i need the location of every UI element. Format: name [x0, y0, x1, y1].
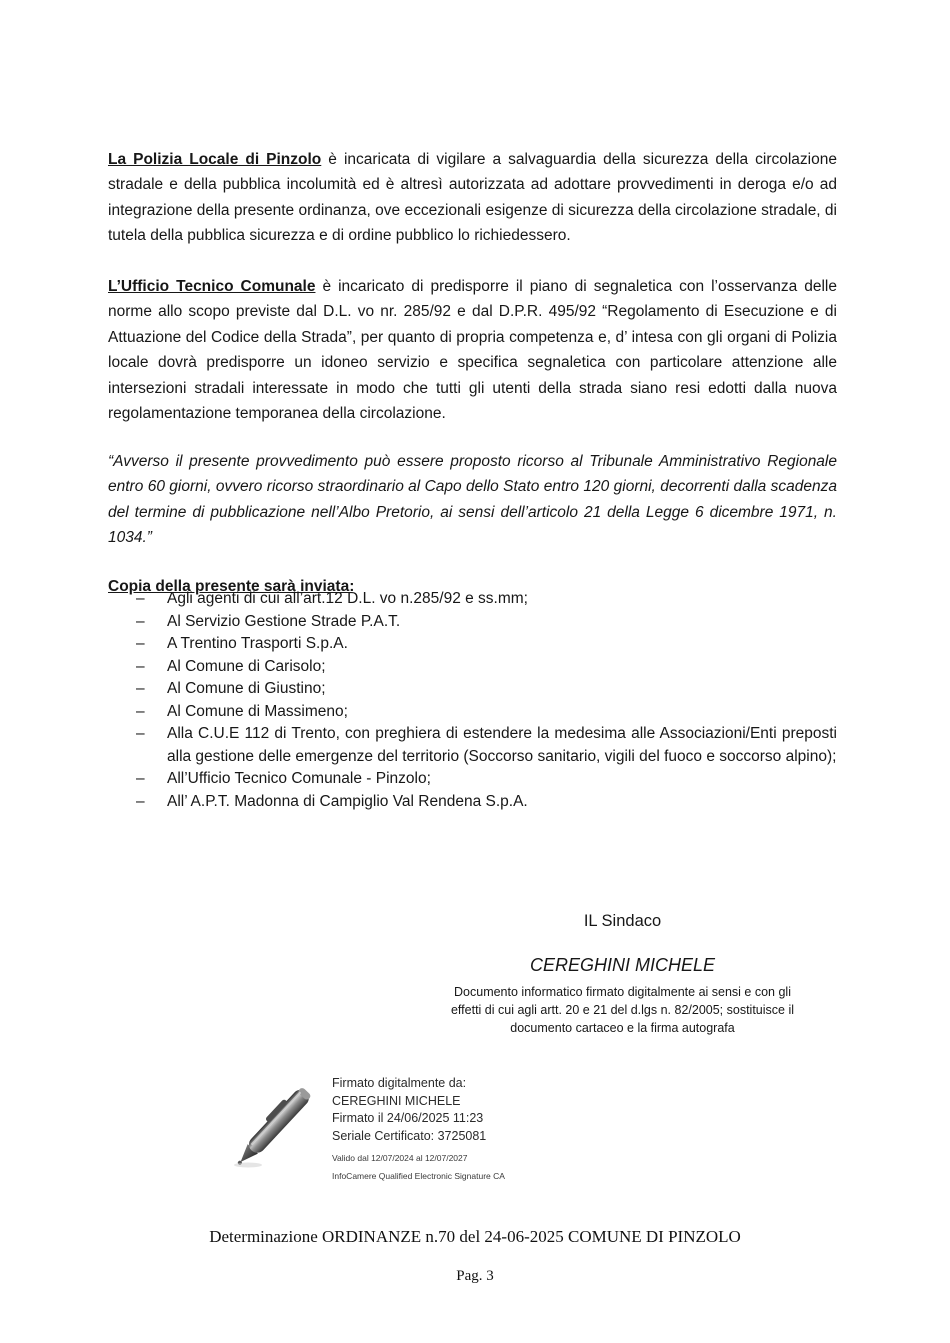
copy-list	[108, 588, 837, 813]
dash-bullet: –	[136, 702, 145, 720]
dash-bullet: –	[136, 635, 145, 652]
paragraph-appeal-notice: “Avverso il presente provvedimento può essere proposto ricorso al Tribunale Amministrativo Regionale entro 60 giorni, ovvero ricorso straordinario al Capo dello Stato entro 120 giorni, decorrenti dalla scadenza del termine di pubblicazione nell’Albo Pretorio, ai sensi dell’articolo 21 della Legge 6 dicembre 1971, n. 1034.”	[108, 452, 837, 546]
stamp-validity: Valido dal 12/07/2024 al 12/07/2027	[332, 1153, 468, 1163]
dash-bullet: –	[136, 612, 145, 630]
list-item	[108, 678, 837, 701]
list-item	[108, 633, 837, 656]
digital-signature-stamp	[230, 1072, 505, 1181]
paragraph-polizia-locale	[108, 147, 837, 249]
dash-bullet: –	[136, 792, 145, 810]
list-item-text: Al Comune di Carisolo;	[167, 657, 326, 675]
list-item-text: All’ A.P.T. Madonna di Campiglio Val Rendena S.p.A.	[167, 792, 528, 810]
paragraph-lead-ufficio-tecnico: L’Ufficio Tecnico Comunale	[108, 277, 316, 295]
list-item	[108, 723, 837, 768]
stamp-text	[332, 1072, 505, 1181]
paragraph-body-polizia-locale: è incaricata di vigilare a salvaguardia della sicurezza della circolazione stradale e della pubblica incolumità ed è altresì autorizzata ad adottare provvedimenti in deroga e/o ad integrazione della presente ordinanza, ove eccezionali esigenze di sicurezza della circolazione stradale, di tutela della pubblica sicurezza e di ordine pubblico lo richiedessero.	[108, 150, 837, 244]
dash-bullet: –	[136, 590, 145, 607]
stamp-ca-name: InfoCamere Qualified Electronic Signature CA	[332, 1171, 505, 1181]
list-item	[108, 611, 837, 634]
list-item	[108, 768, 837, 791]
list-item	[108, 791, 837, 814]
list-item	[108, 588, 837, 611]
list-item-text: Agli agenti di cui all’art.12 D.L. vo n.285/92 e ss.mm;	[167, 590, 528, 607]
pen-icon	[230, 1072, 322, 1172]
dash-bullet: –	[136, 770, 145, 787]
dash-bullet: –	[136, 657, 145, 675]
digital-signature-disclaimer: Documento informatico firmato digitalmente ai sensi e con gli effetti di cui agli artt. 20 e 21 del d.lgs n. 82/2005; sostituisce il documento cartaceo e la firma autografa	[450, 985, 795, 1035]
list-item-text: Al Servizio Gestione Strade P.A.T.	[167, 612, 401, 630]
copy-list-heading-text: Copia della presente sarà inviata	[108, 577, 350, 595]
list-item-text: Al Comune di Giustino;	[167, 680, 326, 697]
list-item	[108, 701, 837, 724]
signature-block	[440, 912, 805, 1037]
dash-bullet: –	[136, 725, 145, 742]
paragraph-body-ufficio-tecnico: è incaricato di predisporre il piano di segnaletica con l’osservanza delle norme allo scopo previste dal D.L. vo nr. 285/92 e dal D.P.R. 495/92 “Regolamento di Esecuzione e di Attuazione del Codice della Strada”, per quanto di propria competenza e, d’ intesa con gli organi di Polizia locale dovrà predisporre un idoneo servizio e specifica segnaletica con particolare attenzione alle intersezioni stradali interessate in modo che tutti gli utenti della strada siano resi edotti dalla nuova regolamentazione temporanea della circolazione.	[108, 277, 837, 422]
stamp-signed-on: Firmato il 24/06/2025 11:23	[332, 1111, 484, 1125]
copy-list-heading-colon: :	[349, 577, 355, 595]
list-item-text: Al Comune di Massimeno;	[167, 702, 348, 720]
stamp-signed-by-label: Firmato digitalmente da:	[332, 1076, 467, 1090]
paragraph-ufficio-tecnico	[108, 274, 837, 427]
dash-bullet: –	[136, 680, 145, 697]
signer-name: CEREGHINI MICHELE	[529, 955, 716, 975]
document-footer: Determinazione ORDINANZE n.70 del 24-06-2025 COMUNE DI PINZOLO	[209, 1227, 741, 1246]
list-item-text: Alla C.U.E 112 di Trento, con preghiera di estendere la medesima alle Associazioni/Enti preposti alla gestione delle emergenze del territorio (Soccorso sanitario, vigili del fuoco e soccorso alpino);	[167, 725, 837, 765]
page-number: Pag. 3	[456, 1268, 494, 1284]
stamp-certificate-serial: Seriale Certificato: 3725081	[332, 1128, 487, 1143]
list-item	[108, 656, 837, 679]
stamp-signer-name: CEREGHINI MICHELE	[332, 1093, 461, 1108]
paragraph-lead-polizia-locale: La Polizia Locale di Pinzolo	[108, 150, 322, 168]
list-item-text: A Trentino Trasporti S.p.A.	[167, 635, 348, 652]
signer-role: IL Sindaco	[583, 912, 662, 930]
list-item-text: All’Ufficio Tecnico Comunale - Pinzolo;	[167, 770, 431, 787]
